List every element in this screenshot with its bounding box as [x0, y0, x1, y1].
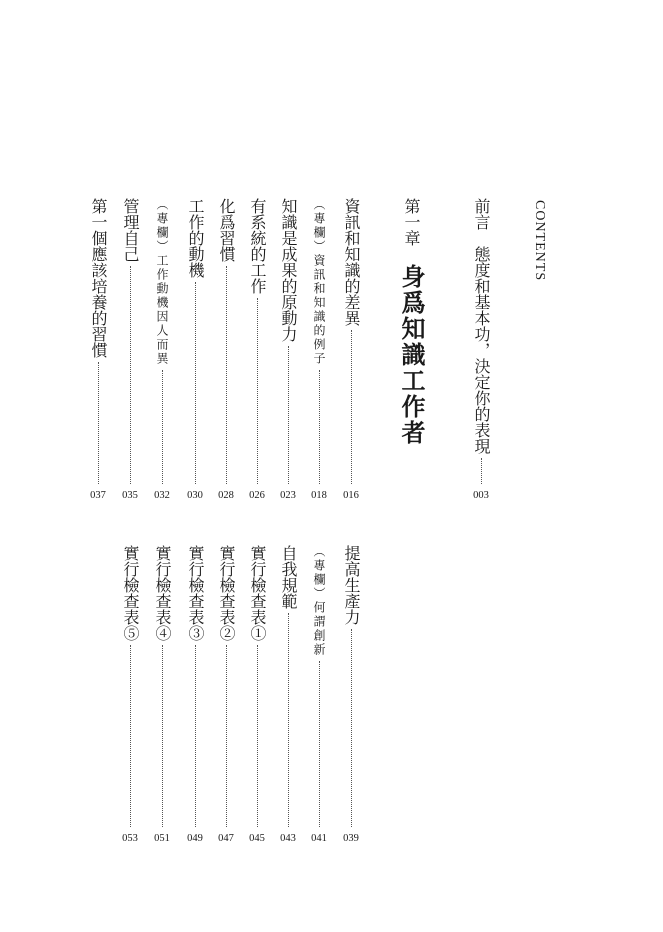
- toc-entry-column[interactable]: [308, 198, 330, 502]
- toc-entry[interactable]: [340, 198, 362, 502]
- entry-title: 實行檢查表②: [217, 545, 236, 641]
- entry-title: 實行檢查表①: [248, 545, 267, 641]
- page-number: 026: [249, 490, 265, 501]
- chapter-title: 身爲知識工作者: [397, 264, 425, 446]
- entry-title: 資訊和知識的差異: [342, 198, 361, 326]
- entry-title: 實行檢查表⑤: [121, 545, 140, 641]
- dot-leader: [351, 629, 352, 827]
- page-number: 047: [218, 833, 234, 844]
- toc-entry-preface[interactable]: [470, 198, 492, 502]
- dot-leader: [288, 613, 289, 827]
- dot-leader: [130, 266, 131, 484]
- toc-entry[interactable]: [184, 198, 206, 502]
- toc-entry[interactable]: [87, 198, 109, 502]
- page-number: 045: [249, 833, 265, 844]
- page-number: 049: [187, 833, 203, 844]
- toc-entry[interactable]: [119, 198, 141, 502]
- entry-title: 前言 態度和基本功，決定你的表現: [472, 198, 491, 454]
- entry-title: （專欄）資訊和知識的例子: [312, 198, 326, 366]
- page-number: 051: [154, 833, 170, 844]
- page-number: 003: [473, 490, 489, 501]
- entry-title: （專欄）何謂創新: [312, 545, 326, 657]
- dot-leader: [130, 645, 131, 827]
- entry-title: 知識是成果的原動力: [279, 198, 298, 342]
- page-number: 030: [187, 490, 203, 501]
- dot-leader: [481, 458, 482, 484]
- entry-title: 提高生產力: [342, 545, 361, 625]
- chapter-label: 第一章: [402, 198, 421, 246]
- page-number: 053: [122, 833, 138, 844]
- toc-entry[interactable]: [246, 198, 268, 502]
- toc-entry-column[interactable]: [151, 198, 173, 502]
- page-number: 023: [280, 490, 296, 501]
- page-number: 018: [311, 490, 327, 501]
- page-number: 037: [90, 490, 106, 501]
- dot-leader: [195, 645, 196, 827]
- toc-entry[interactable]: [215, 198, 237, 502]
- toc-entry[interactable]: [119, 545, 141, 845]
- entry-title: 自我規範: [279, 545, 298, 609]
- dot-leader: [257, 298, 258, 484]
- dot-leader: [257, 645, 258, 827]
- page-number: 016: [343, 490, 359, 501]
- dot-leader: [162, 370, 163, 484]
- dot-leader: [98, 362, 99, 484]
- toc-entry[interactable]: [184, 545, 206, 845]
- toc-entry[interactable]: [277, 545, 299, 845]
- dot-leader: [319, 370, 320, 484]
- entry-title: 第一個應該培養的習慣: [89, 198, 108, 358]
- entry-title: （專欄）工作動機因人而異: [155, 198, 169, 366]
- toc-entry[interactable]: [215, 545, 237, 845]
- toc-entry[interactable]: [246, 545, 268, 845]
- toc-entry-column[interactable]: [308, 545, 330, 845]
- page-number: 039: [343, 833, 359, 844]
- chapter-heading: [398, 198, 424, 478]
- page-number: 041: [311, 833, 327, 844]
- dot-leader: [319, 661, 320, 827]
- page-number: 032: [154, 490, 170, 501]
- entry-title: 實行檢查表③: [186, 545, 205, 641]
- dot-leader: [226, 645, 227, 827]
- entry-title: 工作的動機: [186, 198, 205, 278]
- dot-leader: [351, 330, 352, 484]
- page-number: 035: [122, 490, 138, 501]
- entry-title: 有系統的工作: [248, 198, 267, 294]
- dot-leader: [226, 266, 227, 484]
- toc-entry[interactable]: [340, 545, 362, 845]
- contents-heading: CONTENTS: [532, 200, 547, 282]
- dot-leader: [195, 282, 196, 484]
- entry-title: 實行檢查表④: [153, 545, 172, 641]
- entry-title: 管理自己: [121, 198, 140, 262]
- dot-leader: [162, 645, 163, 827]
- entry-title: 化爲習慣: [217, 198, 236, 262]
- dot-leader: [288, 346, 289, 484]
- page-number: 028: [218, 490, 234, 501]
- page-number: 043: [280, 833, 296, 844]
- toc-entry[interactable]: [151, 545, 173, 845]
- toc-entry[interactable]: [277, 198, 299, 502]
